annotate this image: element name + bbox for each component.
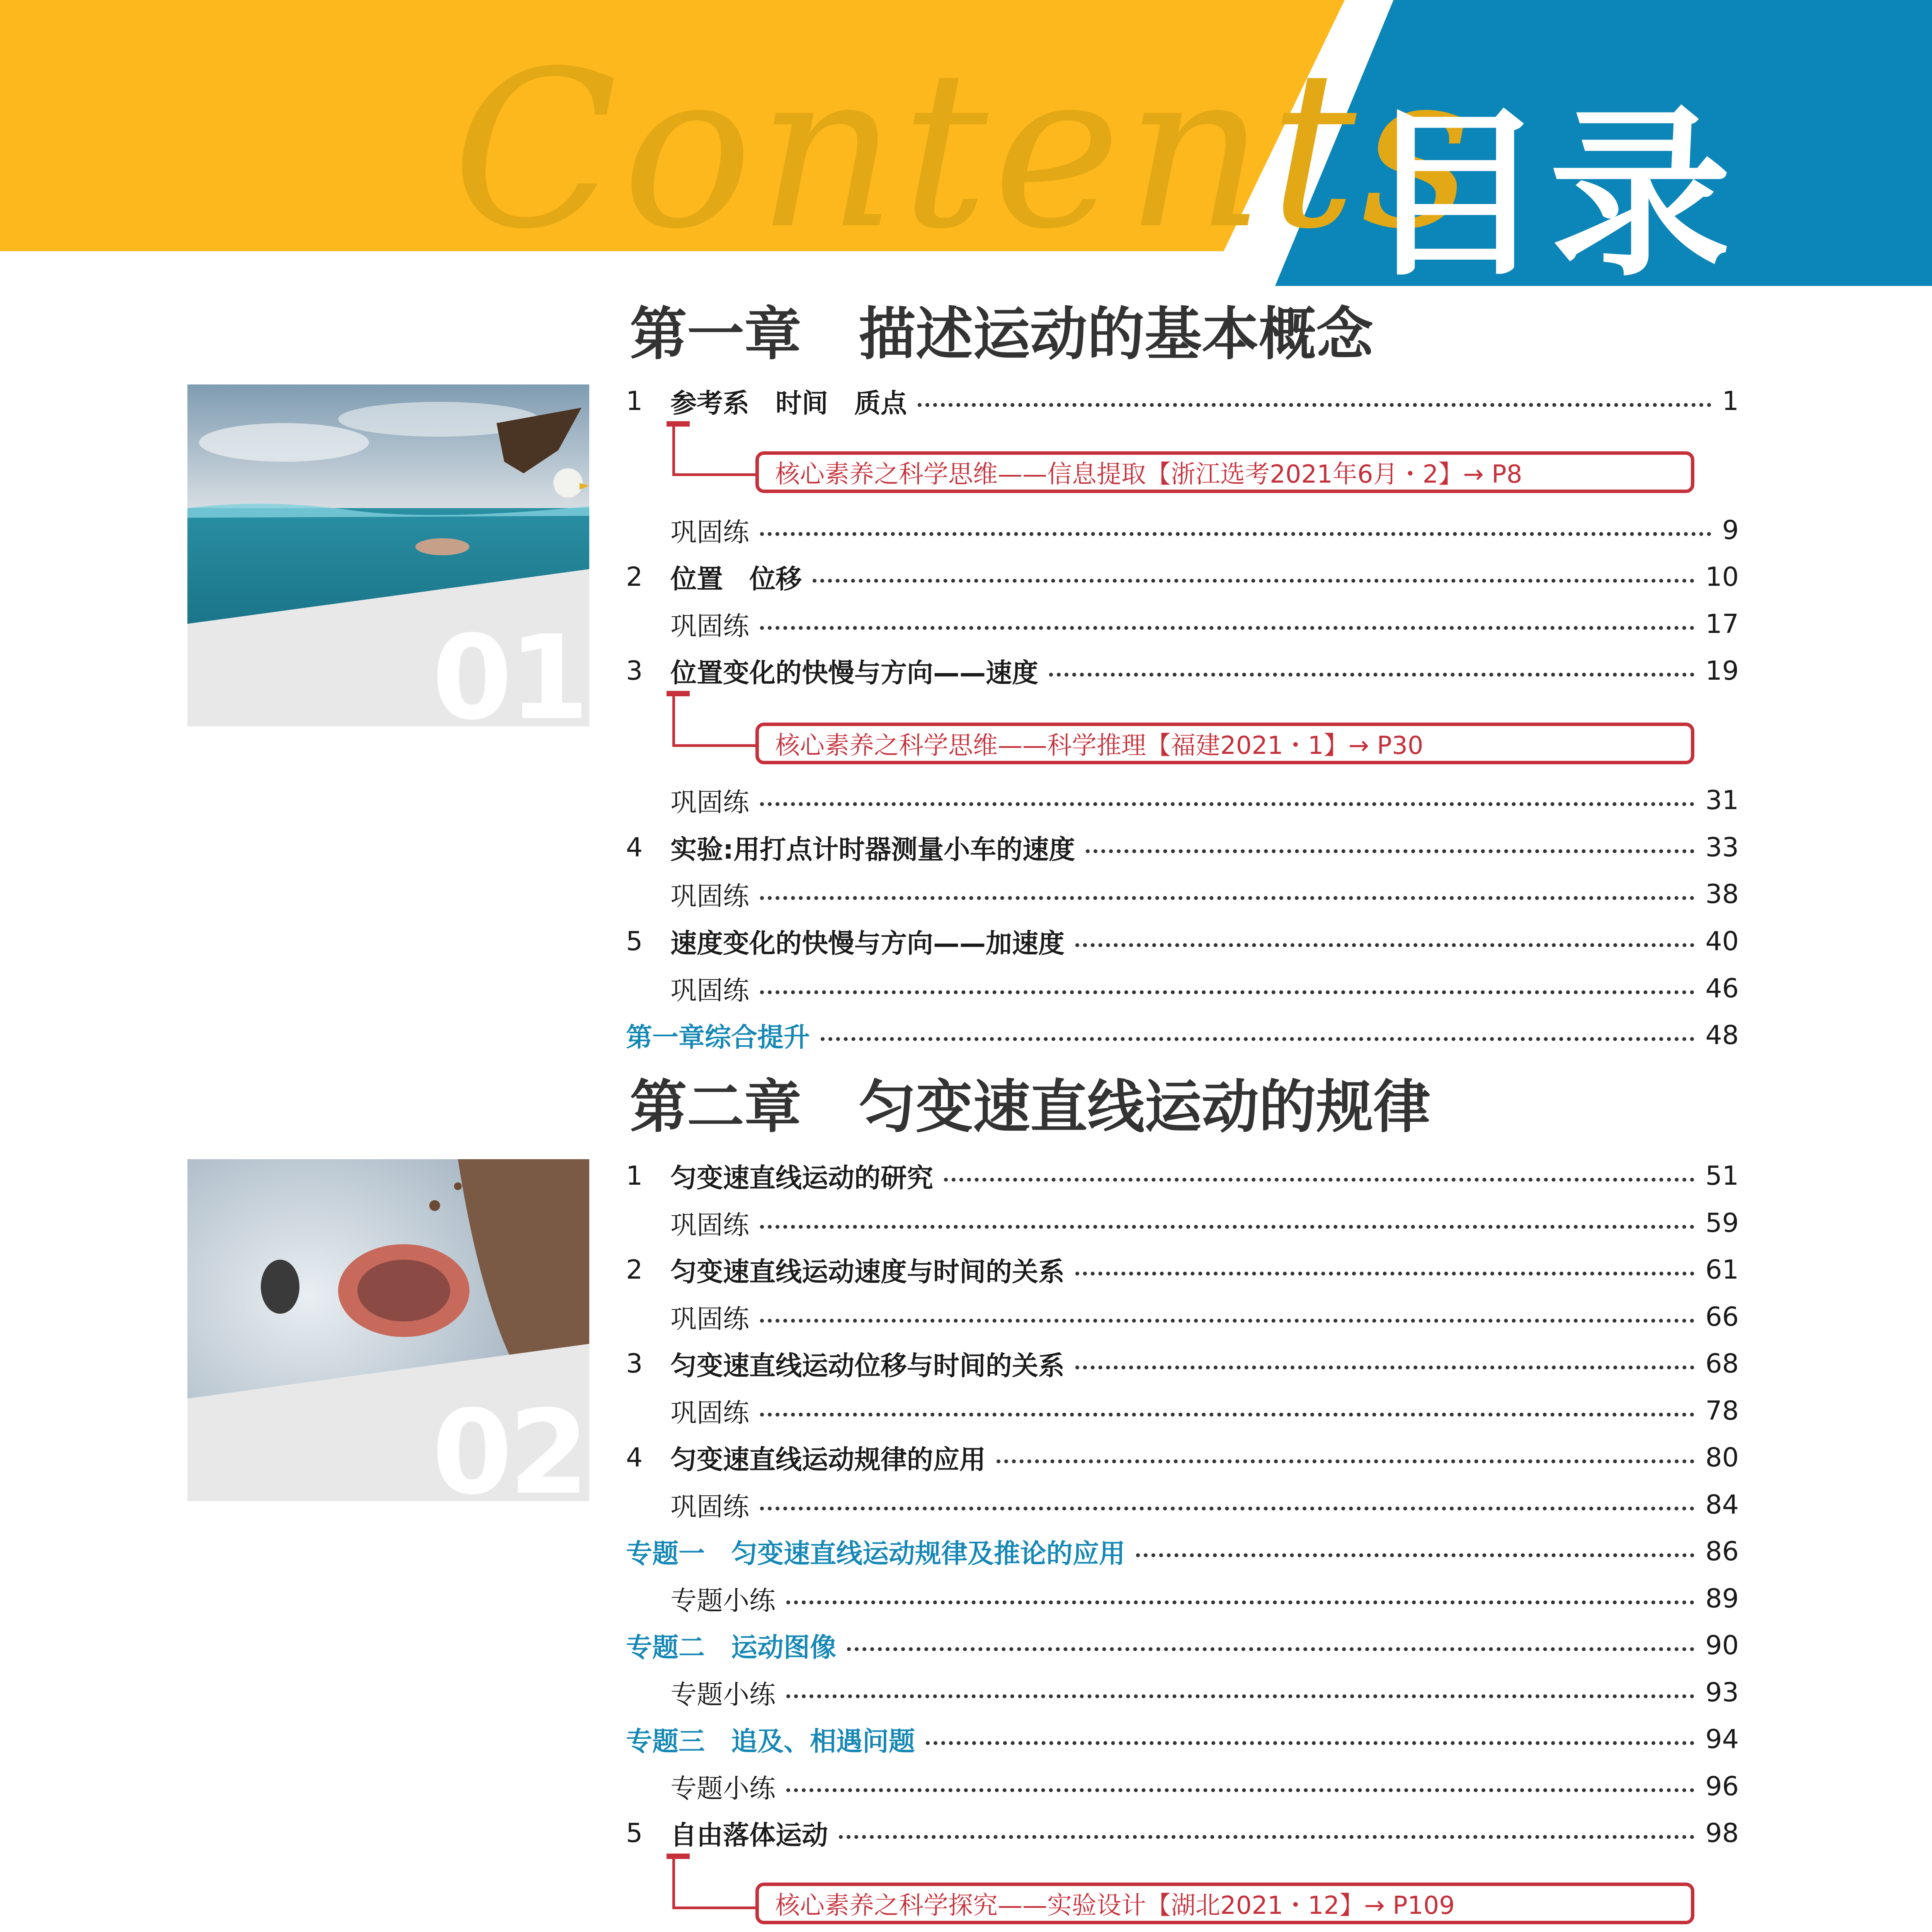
toc-entry-practice[interactable]: 巩固练 9 [670, 515, 1739, 548]
toc-entry-practice[interactable]: 巩固练 84 [670, 1489, 1739, 1522]
toc-entry[interactable]: 4 实验:用打点计时器测量小车的速度 33 [626, 832, 1739, 865]
toc-entry-chapter-review[interactable]: 第一章综合提升 48 [626, 1020, 1739, 1053]
toc-entry-practice[interactable]: 巩固练 17 [670, 609, 1739, 642]
toc-entry[interactable]: 3 位置变化的快慢与方向——速度 19 [626, 655, 1739, 689]
toc-entry[interactable]: 2 匀变速直线运动速度与时间的关系 61 [626, 1254, 1739, 1287]
toc-entry[interactable]: 1 匀变速直线运动的研究 51 [626, 1160, 1739, 1194]
toc-entry[interactable]: 1 参考系 时间 质点 1 [626, 386, 1739, 419]
toc-entry-topic[interactable]: 专题一 匀变速直线运动规律及推论的应用 86 [626, 1536, 1739, 1569]
toc-entry-topic[interactable]: 专题二 运动图像 90 [626, 1630, 1739, 1663]
toc-entry-practice[interactable]: 巩固练 66 [670, 1301, 1739, 1335]
toc-entry-practice[interactable]: 巩固练 78 [670, 1395, 1739, 1429]
toc-entry[interactable]: 5 自由落体运动 98 [626, 1818, 1739, 1851]
page-title: 目录 [1364, 89, 1735, 301]
toc-entry-topic-practice[interactable]: 专题小练 93 [670, 1677, 1739, 1710]
toc-entry[interactable]: 5 速度变化的快慢与方向——加速度 40 [626, 926, 1739, 959]
toc-entry-practice[interactable]: 巩固练 59 [670, 1208, 1739, 1241]
toc-entry-practice[interactable]: 巩固练 38 [670, 879, 1739, 912]
callout-box[interactable]: 核心素养之科学探究——实验设计【湖北2021・12】→ P109 [755, 1883, 1694, 1924]
chapter-2-title: 第二章 匀变速直线运动的规律 [630, 1073, 1430, 1140]
toc-entry-topic[interactable]: 专题三 追及、相遇问题 94 [626, 1724, 1739, 1757]
toc-entry-topic-practice[interactable]: 专题小练 89 [670, 1583, 1739, 1616]
toc-entry[interactable]: 2 位置 位移 10 [626, 561, 1739, 595]
contents-watermark: Contents [452, 25, 1477, 277]
callout-connector [672, 695, 758, 747]
callout-connector [672, 1857, 758, 1909]
chapter-1-image [187, 384, 589, 726]
chapter-1-numeral: 01 [432, 611, 585, 726]
toc-entry-topic-practice[interactable]: 专题小练 96 [670, 1771, 1739, 1804]
toc-entry[interactable]: 3 匀变速直线运动位移与时间的关系 68 [626, 1348, 1739, 1381]
callout-box[interactable]: 核心素养之科学思维——信息提取【浙江选考2021年6月・2】→ P8 [755, 451, 1694, 493]
toc-entry-practice[interactable]: 巩固练 46 [670, 973, 1739, 1006]
toc-entry-practice[interactable]: 巩固练 31 [670, 785, 1739, 818]
callout-connector [672, 425, 758, 476]
chapter-2-numeral: 02 [432, 1385, 585, 1501]
callout-box[interactable]: 核心素养之科学思维——科学推理【福建2021・1】→ P30 [755, 723, 1694, 764]
chapter-1-title: 第一章 描述运动的基本概念 [630, 300, 1373, 367]
chapter-2-image [187, 1159, 589, 1501]
toc-entry[interactable]: 4 匀变速直线运动规律的应用 80 [626, 1442, 1739, 1475]
